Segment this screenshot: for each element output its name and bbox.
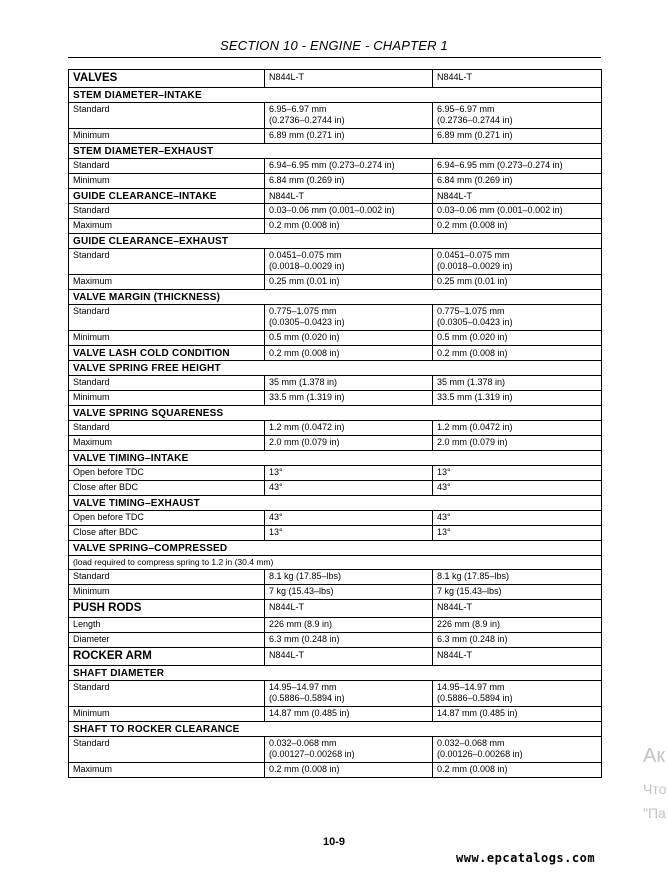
spec-value-2-line: (0.5886–0.5894 in)	[437, 693, 513, 703]
spec-row	[69, 526, 602, 541]
section-heading-row	[69, 346, 602, 361]
spec-value-2-line: 6.95–6.97 mm	[437, 104, 495, 114]
spec-value-1	[265, 204, 433, 219]
spec-value-2-line: 6.94–6.95 mm (0.273–0.274 in)	[437, 160, 563, 170]
spec-value-2	[433, 249, 602, 275]
spec-value-2-line: 0.5 mm (0.020 in)	[437, 332, 508, 342]
spec-label: Minimum	[69, 585, 265, 600]
spec-value-1-line: 14.95–14.97 mm	[269, 682, 337, 692]
spec-value-2-line: 13°	[437, 527, 451, 537]
spec-value-1	[265, 275, 433, 290]
spec-row	[69, 436, 602, 451]
spec-value-1-line: 226 mm (8.9 in)	[269, 619, 333, 629]
subsection-heading: VALVE TIMING–INTAKE	[69, 451, 602, 466]
spec-value-1	[265, 633, 433, 648]
spec-value-1	[265, 585, 433, 600]
subsection-heading: VALVE SPRING FREE HEIGHT	[69, 361, 602, 376]
spec-value-1	[265, 436, 433, 451]
section-heading-row	[69, 451, 602, 466]
spec-value-1	[265, 103, 433, 129]
spec-value-1	[265, 763, 433, 778]
spec-value-2-line: (0.2736–0.2744 in)	[437, 115, 513, 125]
spec-value-1-line: 33.5 mm (1.319 in)	[269, 392, 345, 402]
site-watermark: www.epcatalogs.com	[456, 851, 596, 865]
model-column-2: N844L-T	[433, 600, 602, 618]
spec-value-1	[265, 570, 433, 585]
section-heading-row	[69, 600, 602, 618]
spec-value-1	[265, 481, 433, 496]
spec-row	[69, 421, 602, 436]
spec-value-2	[433, 681, 602, 707]
spec-value-2	[433, 466, 602, 481]
spec-value-1-line: 0.03–0.06 mm (0.001–0.002 in)	[269, 205, 395, 215]
spec-label: Minimum	[69, 331, 265, 346]
spec-value-1-line: 0.2 mm (0.008 in)	[269, 220, 340, 230]
section-heading-row	[69, 234, 602, 249]
spec-value-1-line: (0.00127–0.00268 in)	[269, 749, 355, 759]
spec-label: Diameter	[69, 633, 265, 648]
spec-value-1	[265, 376, 433, 391]
spec-value-2-line: 226 mm (8.9 in)	[437, 619, 501, 629]
spec-row	[69, 466, 602, 481]
spec-value-1-line: 0.5 mm (0.020 in)	[269, 332, 340, 342]
spec-value-2-line: (0.00126–0.00268 in)	[437, 749, 523, 759]
subsection-heading: VALVE SPRING SQUARENESS	[69, 406, 602, 421]
model-column-2: 0.2 mm (0.008 in)	[433, 346, 602, 361]
spec-value-1	[265, 421, 433, 436]
spec-value-2-line: 43°	[437, 512, 451, 522]
subsection-heading: VALVE TIMING–EXHAUST	[69, 496, 602, 511]
spec-value-2	[433, 421, 602, 436]
spec-value-1-line: 6.84 mm (0.269 in)	[269, 175, 345, 185]
spec-value-2-line: 8.1 kg (17.85–lbs)	[437, 571, 510, 581]
spec-value-1-line: 0.0451–0.075 mm	[269, 250, 342, 260]
spec-row	[69, 249, 602, 275]
subsection-heading: VALVE SPRING–COMPRESSED	[69, 541, 602, 556]
spec-row	[69, 556, 602, 570]
spec-value-1-line: 6.94–6.95 mm (0.273–0.274 in)	[269, 160, 395, 170]
spec-value-2	[433, 763, 602, 778]
spec-value-2	[433, 526, 602, 541]
spec-value-1-line: 7 kg (15.43–lbs)	[269, 586, 334, 596]
model-column-1: N844L-T	[265, 189, 433, 204]
spec-value-2-line: 6.84 mm (0.269 in)	[437, 175, 513, 185]
spec-value-2	[433, 737, 602, 763]
spec-value-2-line: 0.2 mm (0.008 in)	[437, 764, 508, 774]
spec-value-2	[433, 174, 602, 189]
spec-value-2-line: 0.25 mm (0.01 in)	[437, 276, 508, 286]
section-heading: ROCKER ARM	[69, 648, 265, 666]
spec-value-2-line: 6.89 mm (0.271 in)	[437, 130, 513, 140]
section-heading-row	[69, 406, 602, 421]
spec-row	[69, 219, 602, 234]
spec-row	[69, 737, 602, 763]
spec-value-2-line: 33.5 mm (1.319 in)	[437, 392, 513, 402]
spec-row	[69, 159, 602, 174]
spec-label: Standard	[69, 305, 265, 331]
spec-value-1	[265, 737, 433, 763]
spec-value-2	[433, 707, 602, 722]
spec-value-2-line: 0.0451–0.075 mm	[437, 250, 510, 260]
spec-row	[69, 511, 602, 526]
spec-value-1-line: 6.89 mm (0.271 in)	[269, 130, 345, 140]
subsection-heading: STEM DIAMETER–EXHAUST	[69, 144, 602, 159]
spec-value-1	[265, 391, 433, 406]
spec-row	[69, 331, 602, 346]
spec-label: Standard	[69, 159, 265, 174]
spec-value-1	[265, 331, 433, 346]
valves-spec-table	[68, 69, 602, 778]
spec-label: Maximum	[69, 763, 265, 778]
spec-value-2	[433, 376, 602, 391]
spec-value-2-line: (0.0305–0.0423 in)	[437, 317, 513, 327]
spec-value-1-line: 2.0 mm (0.079 in)	[269, 437, 340, 447]
subsection-heading: GUIDE CLEARANCE–INTAKE	[69, 189, 265, 204]
spec-value-2	[433, 618, 602, 633]
spec-label: Standard	[69, 204, 265, 219]
model-column-2: N844L-T	[433, 648, 602, 666]
spec-value-2-line: 35 mm (1.378 in)	[437, 377, 506, 387]
spec-value-1	[265, 159, 433, 174]
subsection-heading: VALVE MARGIN (THICKNESS)	[69, 290, 602, 305]
spec-value-2-line: 1.2 mm (0.0472 in)	[437, 422, 513, 432]
spec-value-1-line: 0.2 mm (0.008 in)	[269, 764, 340, 774]
spec-table-body	[69, 70, 602, 778]
spec-label: Minimum	[69, 707, 265, 722]
spec-value-1-line: (0.0018–0.0029 in)	[269, 261, 345, 271]
spec-value-2	[433, 331, 602, 346]
section-heading-row	[69, 290, 602, 305]
section-heading-row	[69, 496, 602, 511]
spec-value-2-line: 7 kg (15.43–lbs)	[437, 586, 502, 596]
spec-value-1	[265, 249, 433, 275]
spec-label: Maximum	[69, 219, 265, 234]
spec-label: Minimum	[69, 391, 265, 406]
spec-value-1	[265, 219, 433, 234]
section-heading-row	[69, 70, 602, 88]
spec-label: Minimum	[69, 129, 265, 144]
spec-value-2	[433, 219, 602, 234]
section-heading-row	[69, 666, 602, 681]
spec-value-1-line: 0.25 mm (0.01 in)	[269, 276, 340, 286]
subsection-heading: GUIDE CLEARANCE–EXHAUST	[69, 234, 602, 249]
spec-value-2	[433, 204, 602, 219]
spec-value-2-line: 14.95–14.97 mm	[437, 682, 505, 692]
model-column-1: N844L-T	[265, 600, 433, 618]
spec-value-2	[433, 275, 602, 290]
spec-value-2-line: 13°	[437, 467, 451, 477]
spec-row	[69, 305, 602, 331]
spec-value-2	[433, 305, 602, 331]
spec-row	[69, 103, 602, 129]
spec-row	[69, 681, 602, 707]
spec-value-1	[265, 466, 433, 481]
section-heading: PUSH RODS	[69, 600, 265, 618]
section-heading-row	[69, 648, 602, 666]
section-heading-row	[69, 541, 602, 556]
spec-value-1	[265, 174, 433, 189]
spec-label: Standard	[69, 421, 265, 436]
spec-row	[69, 570, 602, 585]
spec-value-2	[433, 633, 602, 648]
spec-value-2-line: 0.032–0.068 mm	[437, 738, 505, 748]
spec-label: Length	[69, 618, 265, 633]
spec-value-2	[433, 103, 602, 129]
model-column-2: N844L-T	[433, 70, 602, 88]
spec-value-2-line: 0.2 mm (0.008 in)	[437, 220, 508, 230]
spec-value-1-line: 14.87 mm (0.485 in)	[269, 708, 350, 718]
side-watermark-line-3: "Па	[643, 805, 666, 821]
spec-value-1	[265, 681, 433, 707]
subsection-heading: STEM DIAMETER–INTAKE	[69, 88, 602, 103]
section-heading-row	[69, 722, 602, 737]
spec-row	[69, 391, 602, 406]
model-column-1: N844L-T	[265, 648, 433, 666]
spec-value-1-line: (0.0305–0.0423 in)	[269, 317, 345, 327]
spec-value-1-line: (0.5886–0.5894 in)	[269, 693, 345, 703]
spec-label: Standard	[69, 103, 265, 129]
spec-row	[69, 618, 602, 633]
page-number: 10-9	[322, 836, 346, 848]
spec-value-2	[433, 391, 602, 406]
section-heading-row	[69, 88, 602, 103]
spec-value-1-line: 1.2 mm (0.0472 in)	[269, 422, 345, 432]
spec-value-1-line: 43°	[269, 512, 283, 522]
spec-value-1-line: 35 mm (1.378 in)	[269, 377, 338, 387]
spec-value-1	[265, 305, 433, 331]
spec-value-2-line: 43°	[437, 482, 451, 492]
spec-label: Close after BDC	[69, 481, 265, 496]
spec-row	[69, 129, 602, 144]
spec-value-2-line: 6.3 mm (0.248 in)	[437, 634, 508, 644]
spec-value-2	[433, 511, 602, 526]
spec-label: Standard	[69, 570, 265, 585]
side-watermark-line-1: Ак	[643, 745, 666, 767]
section-heading-row	[69, 189, 602, 204]
spec-value-2-line: 0.03–0.06 mm (0.001–0.002 in)	[437, 205, 563, 215]
spec-value-1-line: 0.032–0.068 mm	[269, 738, 337, 748]
spec-value-2-line: 14.87 mm (0.485 in)	[437, 708, 518, 718]
spec-row	[69, 707, 602, 722]
spec-value-2	[433, 159, 602, 174]
spec-value-1-line: 13°	[269, 467, 283, 477]
spec-row	[69, 763, 602, 778]
spec-value-2	[433, 570, 602, 585]
spec-value-1	[265, 526, 433, 541]
spec-value-1-line: 43°	[269, 482, 283, 492]
section-heading-row	[69, 144, 602, 159]
spec-note: (load required to compress spring to 1.2 in (30.4 mm)	[69, 556, 602, 570]
spec-value-2	[433, 481, 602, 496]
spec-row	[69, 633, 602, 648]
spec-value-2-line: (0.0018–0.0029 in)	[437, 261, 513, 271]
spec-row	[69, 275, 602, 290]
header-rule	[68, 57, 601, 58]
spec-label: Minimum	[69, 174, 265, 189]
spec-value-1-line: 6.95–6.97 mm	[269, 104, 327, 114]
subsection-heading: SHAFT TO ROCKER CLEARANCE	[69, 722, 602, 737]
spec-label: Maximum	[69, 436, 265, 451]
spec-value-1-line: 8.1 kg (17.85–lbs)	[269, 571, 342, 581]
subsection-heading: SHAFT DIAMETER	[69, 666, 602, 681]
spec-row	[69, 376, 602, 391]
model-column-1: N844L-T	[265, 70, 433, 88]
spec-value-1	[265, 511, 433, 526]
spec-value-2	[433, 436, 602, 451]
spec-label: Standard	[69, 737, 265, 763]
section-heading: VALVES	[69, 70, 265, 88]
spec-label: Open before TDC	[69, 466, 265, 481]
spec-row	[69, 481, 602, 496]
section-header: SECTION 10 - ENGINE - CHAPTER 1	[220, 38, 448, 53]
subsection-heading: VALVE LASH COLD CONDITION	[69, 346, 265, 361]
side-watermark-line-2: Что	[643, 781, 667, 797]
spec-value-1-line: (0.2736–0.2744 in)	[269, 115, 345, 125]
spec-value-1	[265, 129, 433, 144]
spec-label: Open before TDC	[69, 511, 265, 526]
spec-label: Maximum	[69, 275, 265, 290]
spec-label: Standard	[69, 249, 265, 275]
spec-value-2-line: 2.0 mm (0.079 in)	[437, 437, 508, 447]
spec-value-2	[433, 129, 602, 144]
spec-label: Standard	[69, 681, 265, 707]
spec-value-2	[433, 585, 602, 600]
spec-label: Standard	[69, 376, 265, 391]
spec-row	[69, 174, 602, 189]
model-column-2: N844L-T	[433, 189, 602, 204]
section-heading-row	[69, 361, 602, 376]
spec-value-1-line: 13°	[269, 527, 283, 537]
spec-label: Close after BDC	[69, 526, 265, 541]
spec-value-1	[265, 618, 433, 633]
spec-value-1-line: 0.775–1.075 mm	[269, 306, 337, 316]
model-column-1: 0.2 mm (0.008 in)	[265, 346, 433, 361]
spec-value-1	[265, 707, 433, 722]
spec-value-2-line: 0.775–1.075 mm	[437, 306, 505, 316]
spec-row	[69, 585, 602, 600]
spec-value-1-line: 6.3 mm (0.248 in)	[269, 634, 340, 644]
spec-row	[69, 204, 602, 219]
